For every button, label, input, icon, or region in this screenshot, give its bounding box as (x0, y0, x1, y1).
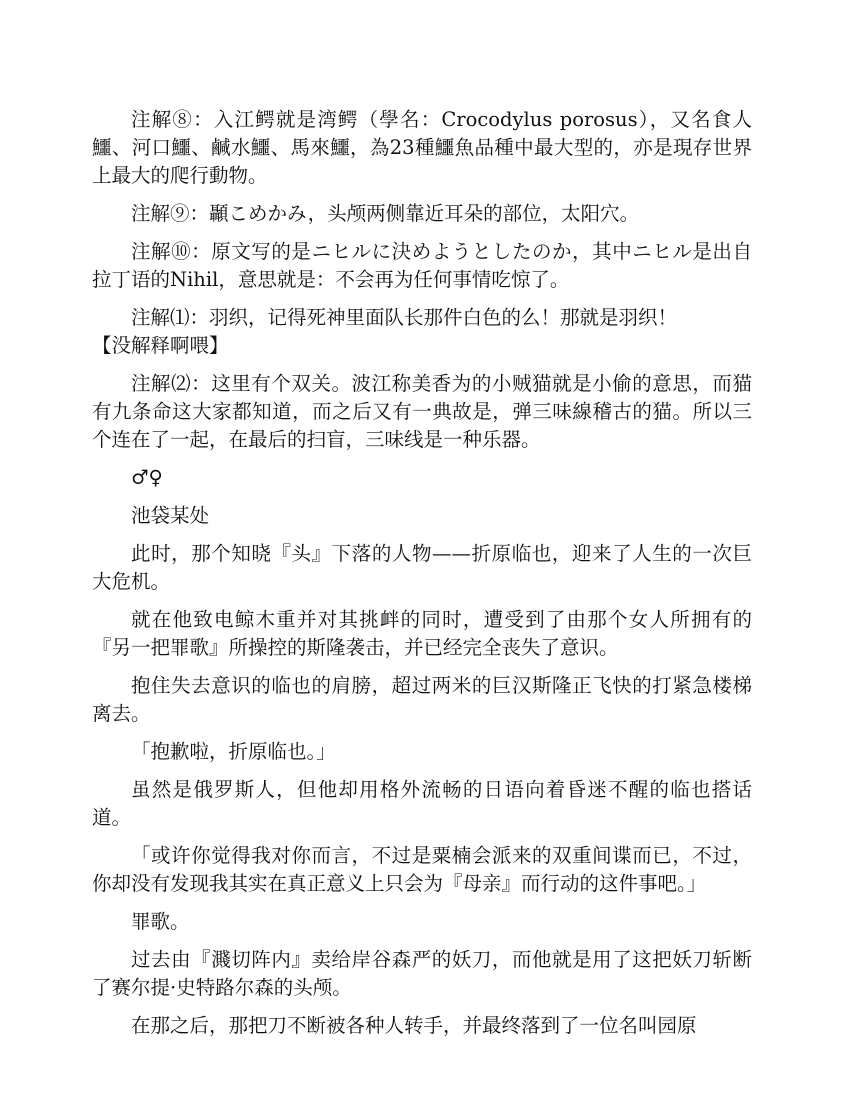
footnote-8: 注解⑧：入江鳄就是湾鳄（學名：Crocodylus porosus），又名食人鱷、河口鱷、鹹水鱷、馬來鱷，為23種鱷魚品種中最大型的，亦是現存世界上最大的爬行動物。 (92, 108, 752, 187)
document-page (92, 106, 752, 1050)
footnote-2: 注解⑵：这里有个双关。波江称美香为的小贼猫就是小偷的意思，而猫有九条命这大家都知道，而之后又有一典故是，弹三味線稽古的猫。所以三个连在了一起，在最后的扫盲，三味线是一种乐器。 (92, 372, 752, 451)
dialogue-line: 「抱歉啦，折原临也。」 (131, 740, 336, 763)
body-paragraph: 过去由『濺切阵内』卖给岸谷森严的妖刀，而他就是用了这把妖刀斩断了赛尔提·史特路尔森的头颅。 (92, 948, 752, 999)
footnote-10: 注解⑩：原文写的是ニヒルに決めようとしたのか，其中ニヒル是出自拉丁语的Nihil，意思就是：不会再为任何事情吃惊了。 (92, 240, 752, 291)
location-heading: 池袋某处 (131, 504, 210, 527)
footnote-9: 注解⑨：顳こめかみ，头颅两侧靠近耳朵的部位，太阳穴。 (131, 202, 640, 225)
body-paragraph: 罪歌。 (131, 910, 190, 933)
footnote-1-trailer: 【没解释啊喂】 (92, 334, 229, 357)
body-paragraph: 抱住失去意识的临也的肩膀，超过两米的巨汉斯隆正飞快的打紧急楼梯离去。 (92, 674, 752, 725)
body-paragraph: 此时，那个知晓『头』下落的人物——折原临也，迎来了人生的一次巨大危机。 (92, 542, 752, 593)
dialogue-line: 「或许你觉得我对你而言，不过是粟楠会派来的双重间谍而已，不过，你却没有发现我其实在真正意义上只会为『母亲』而行动的这件事吧。」 (92, 844, 752, 895)
body-paragraph: 虽然是俄罗斯人，但他却用格外流畅的日语向着昏迷不醒的临也搭话道。 (92, 778, 752, 829)
section-separator: ♂♀ (131, 466, 163, 489)
body-paragraph: 就在他致电鲸木重并对其挑衅的同时，遭受到了由那个女人所拥有的『另一把罪歌』所操控的斯隆袭击，并已经完全丧失了意识。 (92, 608, 752, 659)
footnote-1-text: 注解⑴：羽织，记得死神里面队长那件白色的么！那就是羽织！ (131, 306, 678, 329)
footnote-1 (92, 304, 752, 360)
body-paragraph: 在那之后，那把刀不断被各种人转手，并最终落到了一位名叫园原 (131, 1014, 697, 1037)
